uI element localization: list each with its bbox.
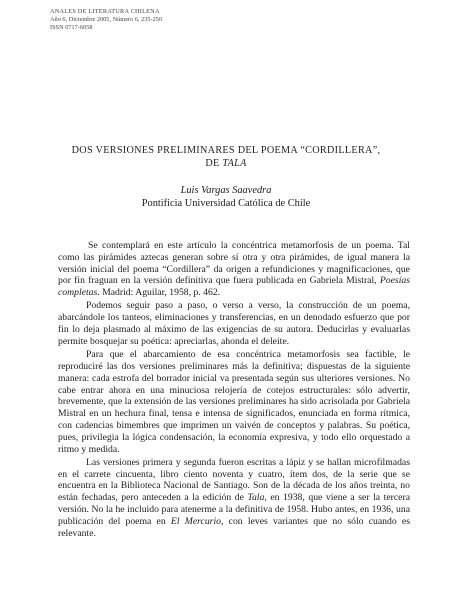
paragraph-2: Podemos seguir paso a paso, o verso a verso, la construcción de un poema, abarcándole los tanteos, eliminaciones y transferencias, en un denodado esfuerzo que por fin lo deja plasmado al máximo de las exigencias de su autora. Deducirlas y evaluarlas permite bosquejar su poética: apreciarlas, ahonda el deleite.	[58, 300, 410, 347]
journal-name: ANALES DE LITERATURA CHILENA	[50, 8, 160, 15]
article-title-line1: DOS VERSIONES PRELIMINARES DEL POEMA “CORDILLERA”,	[71, 145, 381, 156]
paragraph-4-text: Las versiones primera y segunda fueron escritas a lápiz y se hallan microfilmadas en el carrete cincuenta, libro ciento noventa y cuatro, ítem dos, de la serie que se encuentra en la Biblioteca Nacional de Santiago. Son de la década de los años treinta, no están fechadas, pero anteceden a la edición de	[58, 456, 410, 504]
paragraph-4-newspaper: El Mercurio	[170, 515, 221, 527]
paragraph-4	[58, 457, 410, 540]
journal-issn: ISSN 0717-6058	[50, 24, 93, 31]
article-title-line2	[30, 158, 422, 171]
paragraph-1	[58, 240, 410, 299]
paragraph-1-citation: . Madrid: Aguilar, 1958, p. 462.	[97, 287, 221, 299]
author-block	[30, 184, 422, 210]
paragraph-4-text-2: , en 1938, que viene a ser la tercera versión. No la he incluido para atenerme a la definitiva de 1958. Hubo antes, en 1936, una publicación del poema en	[58, 492, 410, 527]
article-title	[30, 145, 422, 170]
paragraph-4-book-title: Tala	[247, 492, 265, 504]
article-title-book: TALA	[222, 157, 247, 169]
journal-issue: Año 6, Diciembre 2005, Número 6, 235-250	[50, 16, 163, 23]
author-affiliation: Pontificia Universidad Católica de Chile	[141, 198, 311, 209]
paragraph-1-book-title: Poesías completas	[58, 275, 410, 299]
journal-header	[50, 8, 162, 32]
paragraph-1-text: Se contemplará en este artículo la concéntrica metamorfosis de un poema. Tal como las pirámides aztecas generan sobre sí otra y otra pirámides, de igual manera la versión inicial del poema “Cordillera” da origen a refundiciones y magnificaciones, que por fin fraguan en la versión definitiva que fuera publicada en Gabriela Mistral,	[58, 240, 410, 287]
article-title-prefix: DE	[205, 157, 223, 169]
article-body	[58, 240, 410, 539]
paragraph-3: Para que el abarcamiento de esa concéntrica metamorfosis sea factible, le reproduciré las dos versiones preliminares más la definitiva; dispuestas de la siguiente manera: cada estrofa del borrador inicial va presentada según sus ulteriores versiones. No cabe entrar ahora en una minuciosa relojería de cotejos estructurales: sólo advertir, brevemente, que la extensión de las versiones preliminares ha sido acrisolada por Gabriela Mistral en un hechura final, tensa e intensa de significados, enunciada en forma rítmica, con cadencias bimembres que imprimen un vaivén de conceptos y palabras. Su poética, pues, privilegia la lógica condensación, la economía expresiva, y todo ello orquestado a ritmo y medida.	[58, 349, 410, 455]
author-name: Luis Vargas Saavedra	[180, 185, 272, 196]
paragraph-4-text-3: , con leves variantes que no sólo cuando es relevante.	[58, 515, 410, 539]
